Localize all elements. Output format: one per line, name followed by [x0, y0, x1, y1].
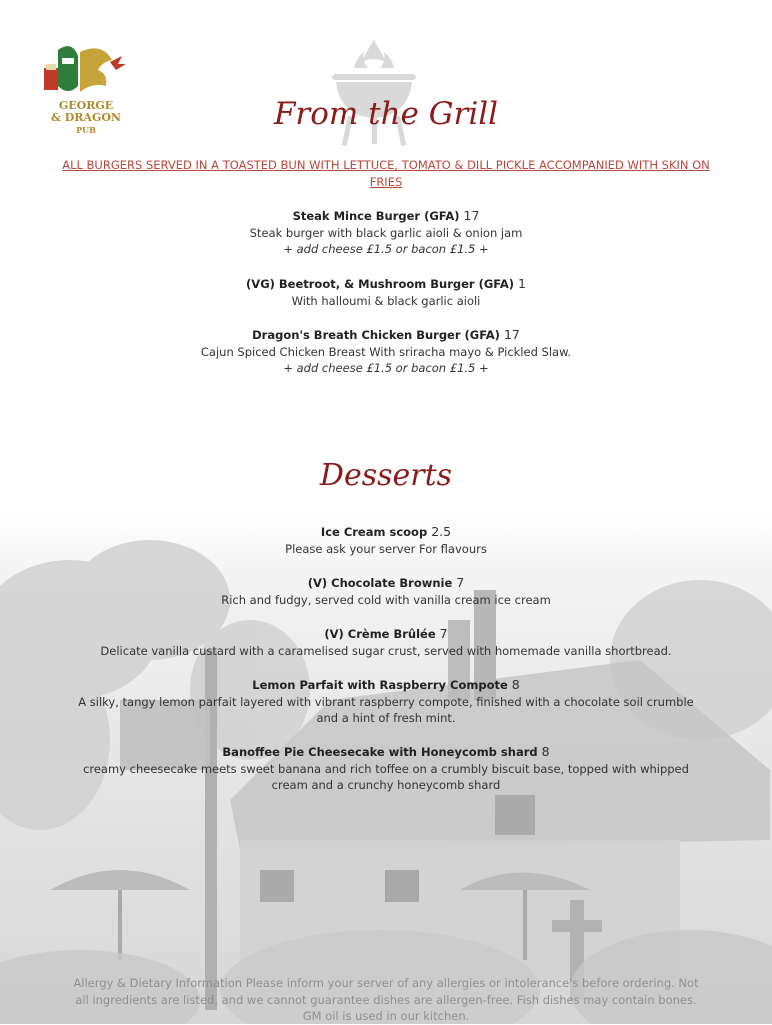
item-addon: + add cheese £1.5 or bacon £1.5 +: [283, 361, 489, 375]
logo-line-1: GEORGE: [58, 99, 114, 112]
item-description: A silky, tangy lemon parfait layered with vibrant raspberry compote, finished with a chocolate soil crumble and a hint of fresh mint.: [78, 694, 694, 725]
item-description: Rich and fudgy, served cold with vanilla cream ice cream: [221, 592, 551, 607]
menu-item-chocolate-brownie: [40, 575, 732, 608]
item-price: 1: [517, 276, 526, 291]
item-description: Cajun Spiced Chicken Breast With sriracha mayo & Pickled Slaw.: [200, 344, 572, 359]
knight-and-dragon-icon: [40, 42, 130, 100]
item-price: 7: [456, 575, 465, 590]
item-price: 8: [541, 744, 550, 759]
item-description: Please ask your server For flavours: [285, 541, 487, 556]
menu-item-creme-brulee: [40, 626, 732, 659]
menu-item-banoffee-pie-cheesecake: [66, 744, 706, 794]
item-name: Banoffee Pie Cheesecake with Honeycomb shard: [222, 745, 538, 759]
item-price: 17: [503, 327, 520, 342]
menu-item-dragons-breath-chicken-burger: [40, 327, 732, 377]
item-name: Ice Cream scoop: [320, 525, 428, 539]
burger-serving-notice: ALL BURGERS SERVED IN A TOASTED BUN WITH LETTUCE, TOMATO & DILL PICKLE ACCOMPANIED WITH SKIN ON FRIES: [62, 158, 710, 189]
allergy-information: Allergy & Dietary Information Please inform your server of any allergies or intolerance's before ordering. Not all ingredients are listed, and we cannot guarantee dishes are allergen-free. Fish dishes may contain bones. GM oil is used in our kitchen.: [73, 976, 699, 1023]
desserts-section-title: Desserts: [319, 458, 453, 493]
item-name: Dragon's Breath Chicken Burger (GFA): [252, 328, 500, 342]
item-description: creamy cheesecake meets sweet banana and rich toffee on a crumbly biscuit base, topped with whipped cream and a crunchy honeycomb shard: [83, 761, 689, 792]
menu-item-steak-mince-burger: [40, 208, 732, 258]
item-price: 8: [511, 677, 520, 692]
grill-section-title: From the Grill: [273, 96, 499, 132]
item-name: Lemon Parfait with Raspberry Compote: [252, 678, 508, 692]
item-addon: + add cheese £1.5 or bacon £1.5 +: [283, 242, 489, 256]
menu-item-lemon-parfait: [66, 677, 706, 727]
item-name: (V) Chocolate Brownie: [307, 576, 453, 590]
item-description: With halloumi & black garlic aioli: [291, 293, 481, 308]
item-name: (VG) Beetroot, & Mushroom Burger (GFA): [246, 277, 514, 291]
menu-item-beetroot-mushroom-burger: [40, 276, 732, 309]
logo-line-2: & DRAGON: [50, 111, 121, 124]
item-price: 2.5: [431, 524, 452, 539]
menu-item-ice-cream-scoop: [40, 524, 732, 557]
item-name: Steak Mince Burger (GFA): [292, 209, 460, 223]
item-name: (V) Crème Brûlée: [324, 627, 436, 641]
item-price: 17: [463, 208, 480, 223]
item-price: 7: [439, 626, 448, 641]
logo-line-3: PUB: [76, 125, 96, 135]
item-description: Delicate vanilla custard with a caramelised sugar crust, served with homemade vanilla shortbread.: [100, 643, 672, 658]
item-description: Steak burger with black garlic aioli & onion jam: [249, 225, 523, 240]
